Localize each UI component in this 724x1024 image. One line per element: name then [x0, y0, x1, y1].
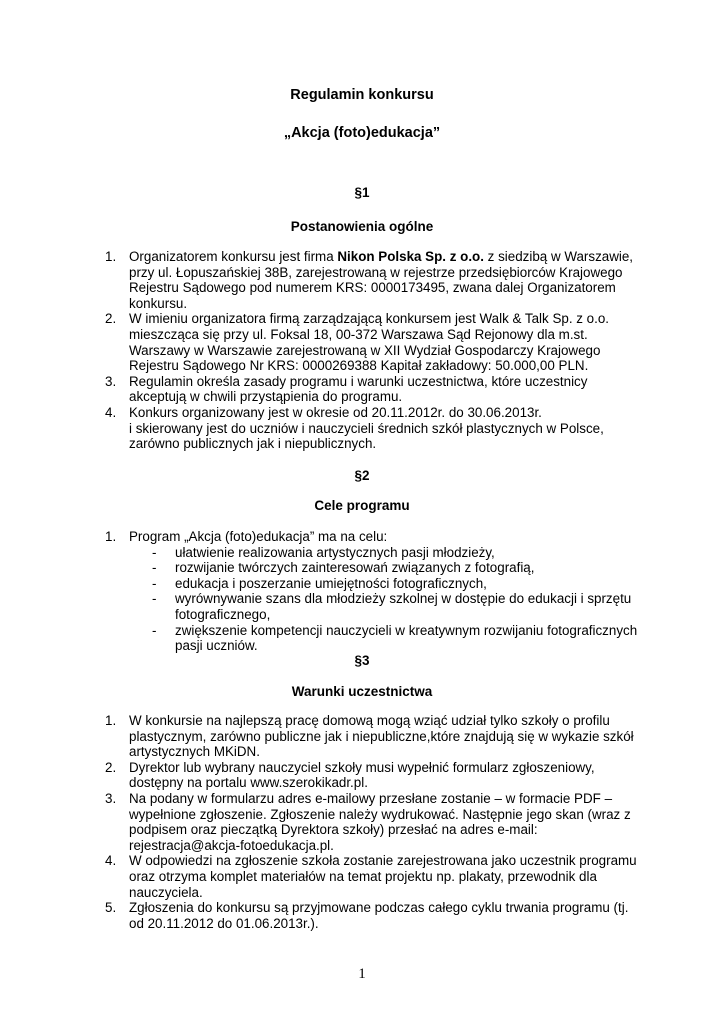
list-item [105, 311, 645, 373]
goal-line: pasji uczniów. [175, 638, 258, 654]
section-3-mark: §3 [354, 653, 370, 668]
section-1-mark: §1 [354, 185, 370, 200]
goal-item [152, 560, 645, 576]
list-number: 3. [105, 373, 117, 389]
list-item [105, 374, 645, 405]
section-1-list [105, 249, 645, 452]
goal-item [152, 591, 645, 622]
list-line: Program „Akcja (foto)edukacja” ma na celu: [129, 529, 388, 544]
list-item [105, 791, 645, 853]
list-number: 4. [105, 404, 117, 420]
section-2-mark: §2 [354, 468, 370, 483]
document-subtitle: „Akcja (foto)edukacja” [283, 125, 441, 141]
list-line: Zgłoszenia do konkursu są przyjmowane podczas całego cyklu trwania programu (tj. [129, 900, 629, 916]
list-line: W imieniu organizatora firmą zarządzającą konkursem jest Walk & Talk Sp. z o.o. [129, 311, 610, 327]
list-number: 2. [105, 759, 117, 775]
list-line: Na podany w formularzu adres e-mailowy przesłane zostanie – w formacie PDF – [129, 790, 613, 806]
list-line: plastycznym, zarówno publiczne jak i niepubliczne,które znajdują się w wykazie szkół [129, 728, 634, 744]
list-line: rejestracja@akcja-fotoedukacja.pl. [129, 837, 334, 853]
list-line: wypełnione zgłoszenie. Zgłoszenie należy wydrukować. Następnie jego skan (wraz z [129, 806, 631, 822]
list-item [105, 853, 645, 900]
list-number: 2. [105, 311, 117, 327]
list-number: 4. [105, 853, 117, 869]
dash-bullet: - [152, 622, 157, 638]
dash-bullet: - [152, 591, 157, 607]
goal-item [152, 623, 645, 654]
goals-list [129, 545, 645, 654]
goal-line: wyrównywanie szans dla młodzieży szkolnej w dostępie do edukacji i sprzętu [175, 591, 632, 607]
section-2-heading: Cele programu [314, 498, 410, 513]
list-line: nauczyciela. [129, 884, 203, 900]
list-line: mieszcząca się przy ul. Foksal 18, 00-372 Warszawa Sąd Rejonowy dla m.st. [129, 326, 588, 342]
list-line: akceptują w chwili przystąpienia do programu. [129, 389, 403, 405]
list-line: zarówno publicznych jak i niepublicznych. [129, 436, 377, 452]
list-line: oraz otrzyma komplet materiałów na temat projektu np. plakaty, przewodnik dla [129, 868, 597, 884]
list-item [105, 900, 645, 931]
list-item [105, 713, 645, 760]
list-line: Regulamin określa zasady programu i warunki uczestnictwa, które uczestnicy [129, 373, 588, 389]
list-line: przy ul. Łopuszańskiej 38B, zarejestrowaną w rejestrze przedsiębiorców Krajowego [129, 264, 623, 280]
list-item [105, 529, 645, 654]
section-2-list [105, 529, 645, 654]
list-line: artystycznych MKiDN. [129, 744, 260, 760]
organizer-name: Nikon Polska Sp. z o.o. [337, 249, 484, 264]
list-line: W konkursie na najlepszą pracę domową mogą wziąć udział tylko szkoły o profilu [129, 713, 610, 728]
list-number: 5. [105, 900, 117, 916]
list-number: 1. [105, 249, 117, 264]
goal-line: zwiększenie kompetencji nauczycieli w kreatywnym rozwijaniu fotograficznych [175, 622, 638, 638]
section-3-heading: Warunki uczestnictwa [291, 684, 433, 699]
dash-bullet: - [152, 544, 157, 560]
list-line: W odpowiedzi na zgłoszenie szkoła zostanie zarejestrowana jako uczestnik programu [129, 853, 637, 869]
section-1-heading: Postanowienia ogólne [290, 219, 434, 234]
list-line: konkursu. [129, 295, 188, 311]
goal-line: edukacja i poszerzanie umiejętności fotograficznych, [175, 575, 487, 591]
list-line: i skierowany jest do uczniów i nauczycieli średnich szkół plastycznych w Polsce, [129, 420, 604, 436]
list-number: 3. [105, 790, 117, 806]
list-line: dostępny na portalu www.szerokikadr.pl. [129, 775, 368, 791]
list-item [105, 249, 645, 311]
list-item [105, 405, 645, 452]
list-number: 1. [105, 713, 117, 728]
dash-bullet: - [152, 560, 157, 576]
document-title: Regulamin konkursu [290, 87, 434, 103]
list-line: podpisem oraz pieczątką Dyrektora szkoły) przesłać na adres e-mail: [129, 822, 538, 838]
goal-item [152, 545, 645, 561]
goal-line: ułatwienie realizowania artystycznych pasji młodzieży, [175, 544, 495, 560]
list-item [105, 760, 645, 791]
list-line: Rejestru Sądowego Nr KRS: 0000269388 Kapitał zakładowy: 50.000,00 PLN. [129, 358, 589, 374]
dash-bullet: - [152, 575, 157, 591]
list-line: Dyrektor lub wybrany nauczyciel szkoły musi wypełnić formularz zgłoszeniowy, [129, 759, 595, 775]
goal-line: fotograficznego, [175, 606, 271, 622]
list-line: od 20.11.2012 do 01.06.2013r.). [129, 915, 319, 931]
list-line: Organizatorem konkursu jest firma Nikon Polska Sp. z o.o. z siedzibą w Warszawie, [129, 249, 634, 264]
goal-line: rozwijanie twórczych zainteresowań związanych z fotografią, [175, 560, 535, 576]
list-line: Rejestru Sądowego pod numerem KRS: 0000173495, zwana dalej Organizatorem [129, 280, 616, 296]
goal-item [152, 576, 645, 592]
page-number: 1 [358, 966, 366, 982]
list-line: Konkurs organizowany jest w okresie od 20.11.2012r. do 30.06.2013r. [129, 404, 542, 420]
section-3-list [105, 713, 645, 931]
list-line: Warszawy w Warszawie zarejestrowaną w XII Wydział Gospodarczy Krajowego [129, 342, 601, 358]
list-number: 1. [105, 529, 117, 544]
